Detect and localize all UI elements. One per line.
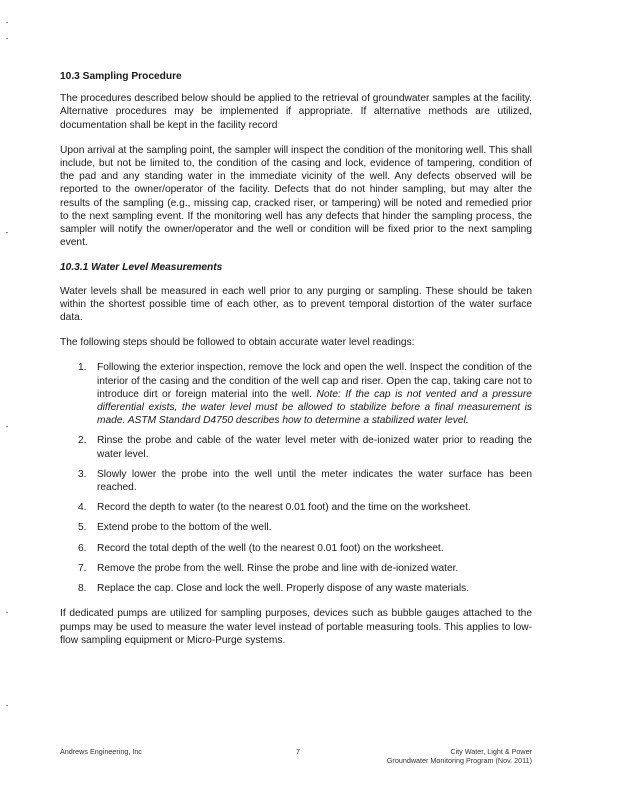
list-item <box>60 542 532 555</box>
step-number: 2. <box>78 435 87 447</box>
list-item <box>60 521 532 534</box>
document-body <box>60 70 532 659</box>
step-text: Record the depth to water (to the nearest 0.01 foot) and the time on the worksheet. <box>97 502 471 514</box>
scan-speck <box>6 612 8 613</box>
list-item <box>60 582 532 595</box>
step-number: 8. <box>78 583 87 595</box>
list-item <box>60 361 532 427</box>
page-footer <box>60 747 532 771</box>
scan-speck <box>6 38 8 39</box>
step-number: 5. <box>78 522 87 534</box>
step-text: Slowly lower the probe into the well until the meter indicates the water surface has been reached. <box>97 468 532 494</box>
inspection-paragraph: Upon arrival at the sampling point, the sampler will inspect the condition of the monitoring well. This shall include, but not be limited to, the condition of the casing and lock, evidence of tampering, condition of the pad and any standing water in the immediate vicinity of the well. Any defects observed will be reported to the owner/operator of the facility. Defects that do not hinder sampling, but may alter the results of the sampling (e.g., missing cap, cracked riser, or tampering) will be noted and remedied prior to the next sampling event. If the monitoring well has any defects that hinder the sampling process, the sampler will notify the owner/operator and the well or condition will be fixed prior to the next sampling event. <box>60 144 532 249</box>
step-text: Record the total depth of the well (to the nearest 0.01 foot) on the worksheet. <box>97 542 444 554</box>
step-text: Replace the cap. Close and lock the well. Properly dispose of any waste materials. <box>97 583 470 595</box>
scan-speck <box>6 232 8 233</box>
subsection-intro-paragraph: Water levels shall be measured in each well prior to any purging or sampling. These should be taken within the shortest possible time of each other, as to prevent temporal distortion of the water surface data. <box>60 285 532 324</box>
step-text: Following the exterior inspection, remove the lock and open the well. Inspect the condition of the interior of the casing and the condition of the well cap and riser. Open the cap, taking care not to introduce dirt or foreign material into the well. <box>97 362 532 400</box>
section-intro-paragraph: The procedures described below should be applied to the retrieval of groundwater samples at the facility. Alternative procedures may be implemented if appropriate. If alternative methods are utilized, documentation shall be kept in the facility record <box>60 93 532 131</box>
list-item <box>60 501 532 514</box>
step-note: Note: If the cap is not vented and a pressure differential exists, the water level must be allowed to stabilize before a final measurement is made. ASTM Standard D4750 describes how to determine a stabilized water level. <box>97 388 532 427</box>
step-number: 1. <box>78 362 87 374</box>
page-number: 7 <box>296 747 300 756</box>
steps-intro-paragraph: The following steps should be followed to obtain accurate water level readings: <box>60 337 415 349</box>
scan-speck <box>6 22 8 23</box>
closing-paragraph: If dedicated pumps are utilized for sampling purposes, devices such as bubble gauges attached to the pumps may be used to measure the water level instead of portable measuring tools. This applies to low-flow sampling equipment or Micro-Purge systems. <box>60 608 532 646</box>
step-number: 7. <box>78 562 87 574</box>
footer-company: Andrews Engineering, Inc <box>60 747 142 756</box>
subsection-heading: 10.3.1 Water Level Measurements <box>60 262 223 274</box>
list-item <box>60 468 532 494</box>
list-item <box>60 562 532 575</box>
section-heading: 10.3 Sampling Procedure <box>60 71 182 82</box>
footer-document-title: Groundwater Monitoring Program (Nov. 2011) <box>386 756 532 765</box>
step-number: 3. <box>78 468 87 480</box>
step-number: 4. <box>78 502 87 514</box>
step-text: Extend probe to the bottom of the well. <box>97 522 272 534</box>
step-number: 6. <box>78 542 87 554</box>
step-text: Remove the probe from the well. Rinse the probe and line with de-ionized water. <box>97 562 459 574</box>
footer-client-name: City Water, Light & Power <box>450 747 532 756</box>
footer-client <box>332 747 532 765</box>
list-item <box>60 434 532 460</box>
scan-speck <box>6 705 8 706</box>
step-text: Rinse the probe and cable of the water level meter with de-ionized water prior to reading the water level. <box>97 435 532 460</box>
scan-speck <box>6 426 8 427</box>
steps-list <box>60 361 532 595</box>
